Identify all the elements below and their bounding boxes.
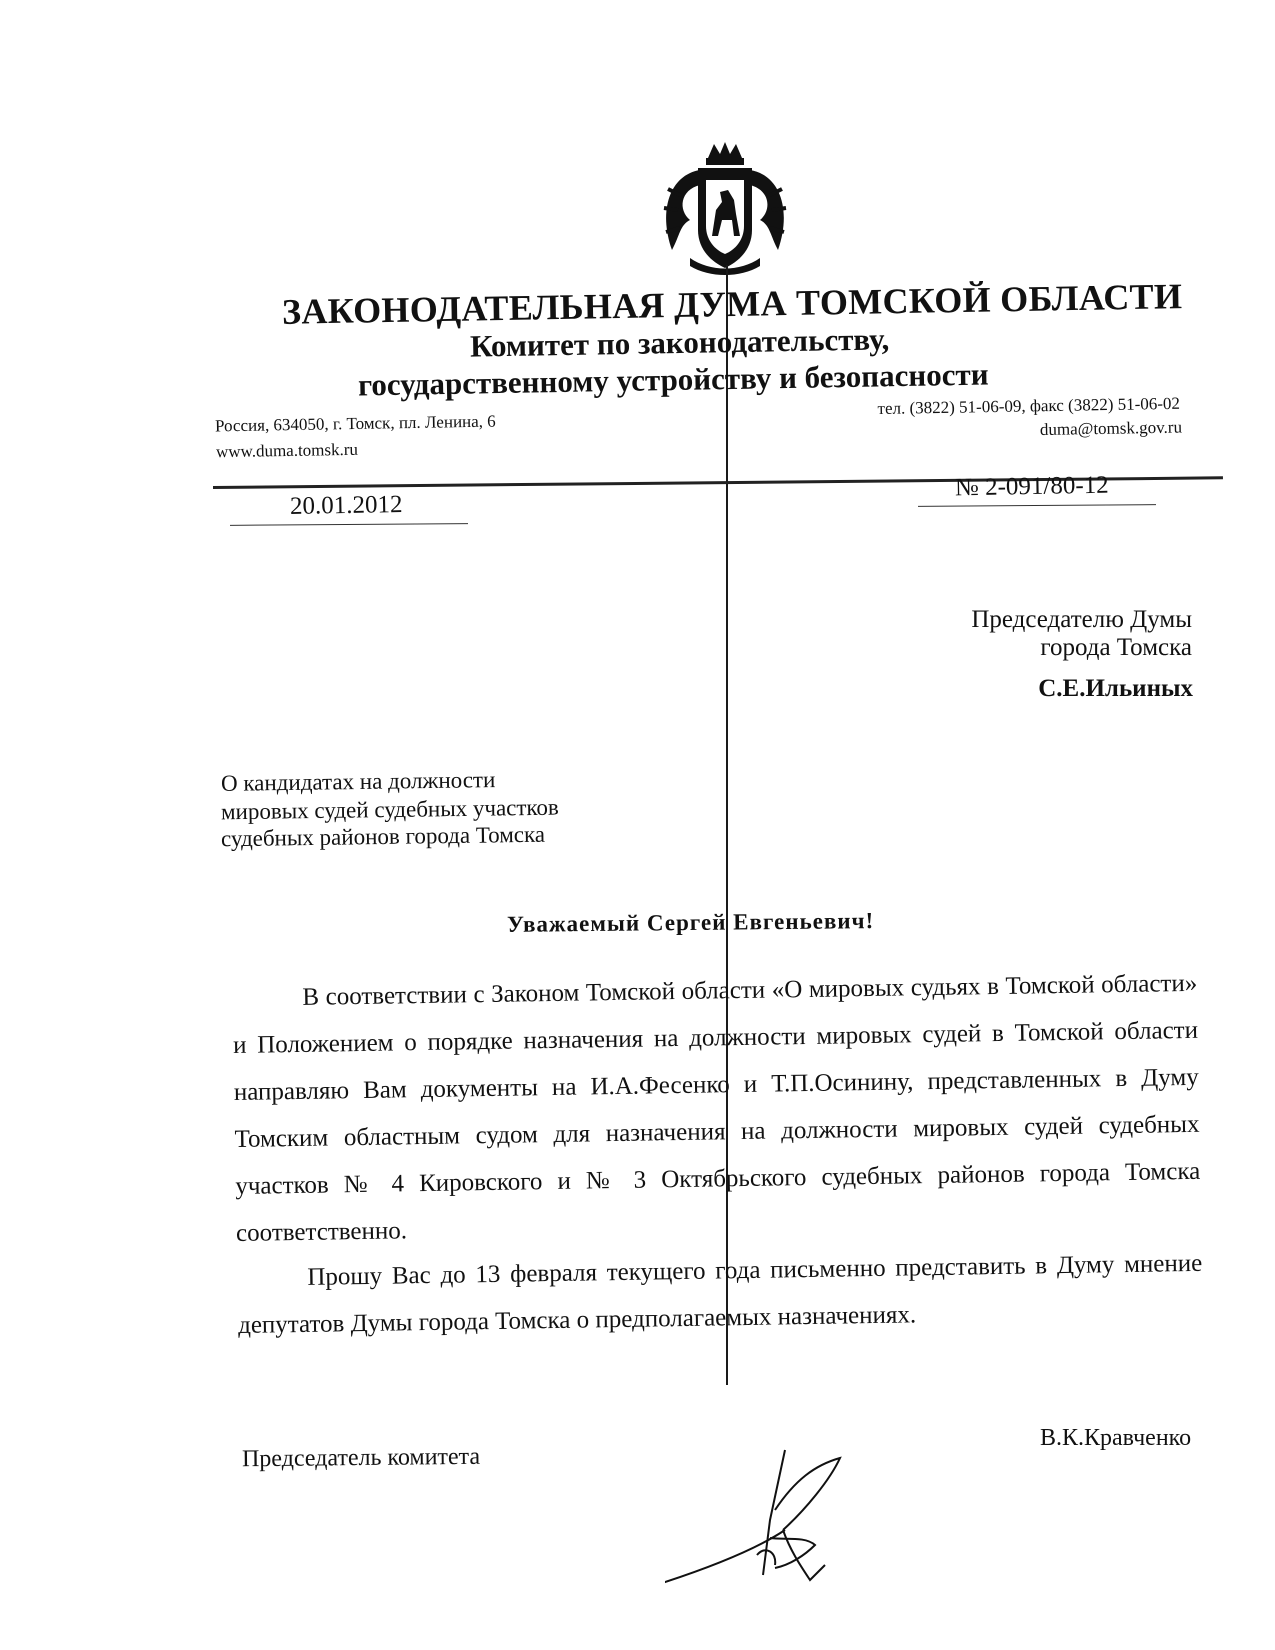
addressee-name: С.Е.Ильиных (1038, 675, 1193, 702)
committee-name-line1: Комитет по законодательству, (469, 321, 890, 364)
letter-number: № 2-091/80-12 (954, 471, 1109, 502)
handwritten-signature (665, 1440, 895, 1600)
addressee-line1: Председателю Думы (971, 606, 1192, 633)
coat-of-arms-emblem (650, 140, 800, 280)
addressee-line2: города Томска (1040, 634, 1192, 661)
phone-fax: тел. (3822) 51-06-09, факс (3822) 51-06-02 (877, 393, 1181, 419)
salutation: Уважаемый Сергей Евгеньевич! (506, 908, 875, 937)
body-paragraph-1: В соответствии с Законом Томской области «О мировых судьях в Томской области» и Положением о порядке назначения на должности мировых судей в Томской области направляю Вам документы на И.А.Фесенко и Т.П.Осинину, представленных в Думу Томским областным судом для назначения на должности мировых судей судебных участков № 4 Кировского и № 3 Октябрьского судебных районов города Томска соответственно. (232, 969, 1201, 1247)
postal-address: Россия, 634050, г. Томск, пл. Ленина, 6 (214, 411, 496, 436)
committee-name-line2: государственному устройству и безопасности (357, 356, 989, 403)
signatory-title: Председатель комитета (241, 1443, 481, 1473)
date-underline (230, 523, 468, 526)
subject-line2: мировых судей судебных участков (220, 794, 559, 825)
letter-date: 20.01.2012 (289, 491, 403, 520)
body-paragraph-2: Прошу Вас до 13 февраля текущего года письменно представить в Думу мнение депутатов Думы города Томска о предполагаемых назначениях. (237, 1249, 1203, 1339)
website-link[interactable]: www.duma.tomsk.ru (215, 439, 359, 462)
subject-line3: судебных районов города Томска (220, 821, 546, 852)
signatory-name: В.К.Кравченко (1040, 1425, 1192, 1451)
organization-name: ЗАКОНОДАТЕЛЬНАЯ ДУМА ТОМСКОЙ ОБЛАСТИ (281, 276, 1183, 332)
subject-line1: О кандидатах на должности (220, 767, 496, 796)
number-underline (918, 504, 1156, 507)
email-link[interactable]: duma@tomsk.gov.ru (1039, 417, 1183, 440)
